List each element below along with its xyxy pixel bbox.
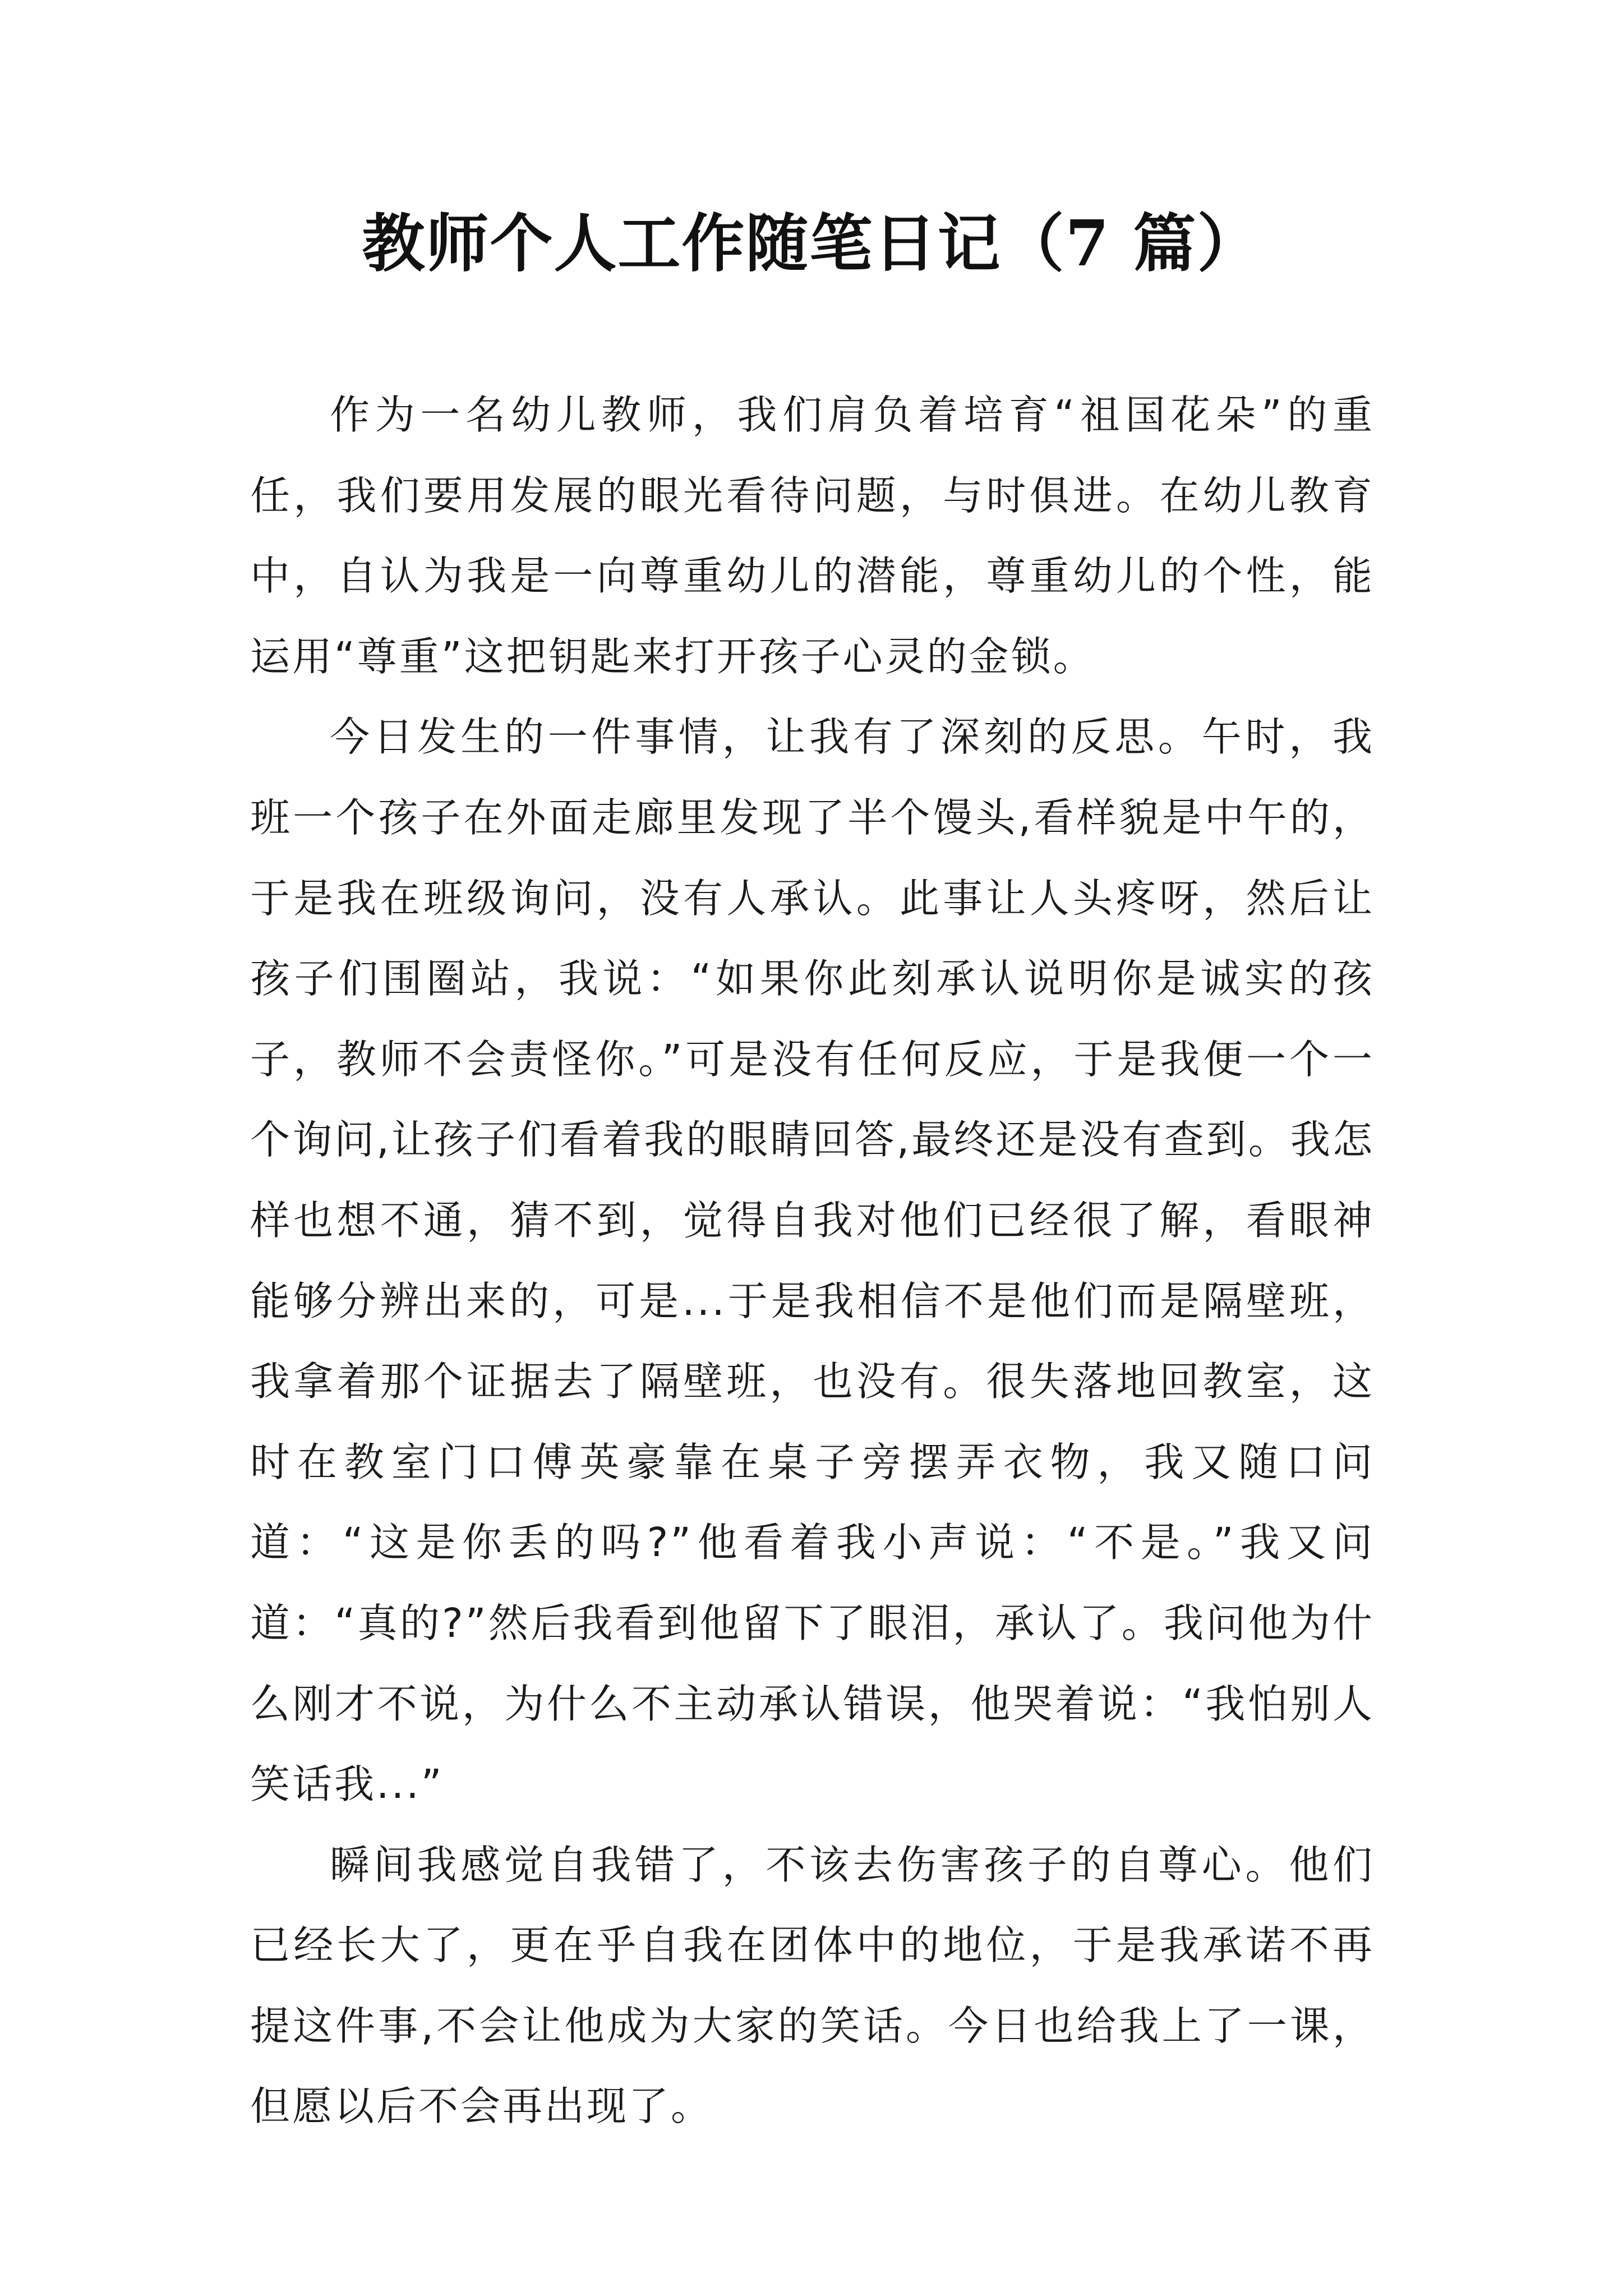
paragraph-2: 今日发生的一件事情，让我有了深刻的反思。午时，我班一个孩子在外面走廊里发现了半个馒头,看样貌是中午的，于是我在班级询问，没有人承认。此事让人头疼呀，然后让孩子们围圈站，我说：“如果你此刻承认说明你是诚实的孩子，教师不会责怪你。”可是没有任何反应，于是我便一个一个询问,让孩子们看着我的眼睛回答,最终还是没有查到。我怎样也想不通，猜不到，觉得自我对他们已经很了解，看眼神能够分辨出来的，可是...于是我相信不是他们而是隔壁班，我拿着那个证据去了隔壁班，也没有。很失落地回教室，这时在教室门口傅英豪靠在桌子旁摆弄衣物，我又随口问道：“这是你丢的吗?”他看着我小声说：“不是。”我又问道：“真的?”然后我看到他留下了眼泪，承认了。我问他为什么刚才不说，为什么不主动承认错误，他哭着说：“我怕别人笑话我...” <box>250 714 1375 1808</box>
paragraph-3: 瞬间我感觉自我错了，不该去伤害孩子的自尊心。他们已经长大了，更在乎自我在团体中的地位，于是我承诺不再提这件事,不会让他成为大家的笑话。今日也给我上了一课，但愿以后不会再出现了。 <box>250 1841 1375 2130</box>
document-title: 教师个人工作随笔日记（7 篇） <box>362 207 1261 280</box>
paragraph-1: 作为一名幼儿教师，我们肩负着培育“祖国花朵”的重任，我们要用发展的眼光看待问题，与时俱进。在幼儿教育中，自认为我是一向尊重幼儿的潜能，尊重幼儿的个性，能运用“尊重”这把钥匙来打开孩子心灵的金锁。 <box>250 392 1375 680</box>
document-body <box>250 375 1375 2147</box>
